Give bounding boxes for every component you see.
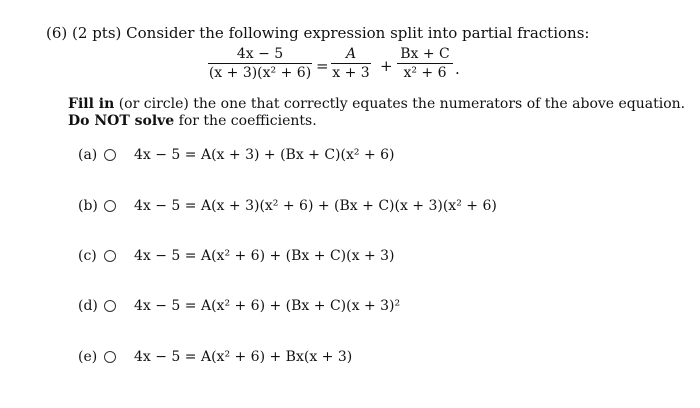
- option-label: (d): [78, 298, 98, 314]
- equals-sign: =: [316, 57, 329, 75]
- plus-sign: +: [380, 57, 393, 75]
- option-text: 4x − 5 = A(x + 3)(x² + 6) + (Bx + C)(x + 3)(x² + 6): [134, 198, 497, 214]
- radio-button[interactable]: [104, 200, 116, 212]
- term1-fraction: [331, 46, 371, 81]
- option-text: 4x − 5 = A(x² + 6) + Bx(x + 3): [134, 349, 353, 365]
- option-label: (c): [78, 248, 97, 264]
- option-label: (a): [78, 147, 98, 163]
- lhs-fraction: [208, 46, 312, 81]
- option-a[interactable]: [78, 147, 395, 163]
- term2-fraction: [397, 46, 453, 81]
- instruction-line-2: [68, 113, 317, 129]
- option-b[interactable]: [78, 198, 497, 214]
- option-text: 4x − 5 = A(x² + 6) + (Bx + C)(x + 3)²: [134, 298, 401, 314]
- instruction-text-2: for the coefficients.: [174, 113, 317, 129]
- radio-button[interactable]: [104, 149, 116, 161]
- option-d[interactable]: [78, 298, 400, 314]
- term2-denominator: x² + 6: [403, 65, 447, 81]
- lhs-numerator: 4x − 5: [236, 46, 284, 62]
- radio-button[interactable]: [104, 351, 116, 363]
- question-number: (6): [46, 24, 68, 42]
- question-header: [46, 24, 589, 42]
- term1-denominator: x + 3: [332, 65, 370, 81]
- option-text: 4x − 5 = A(x + 3) + (Bx + C)(x² + 6): [134, 147, 395, 163]
- period: .: [455, 60, 460, 78]
- instruction-line-1: [68, 96, 685, 112]
- question-prompt: Consider the following expression split into partial fractions:: [126, 24, 590, 42]
- instruction-bold-1: Fill in: [68, 96, 115, 112]
- lhs-denominator: (x + 3)(x² + 6): [208, 65, 312, 81]
- question-points: (2 pts): [72, 24, 122, 42]
- option-e[interactable]: [78, 349, 352, 365]
- option-label: (e): [78, 349, 98, 365]
- term2-numerator: Bx + C: [400, 46, 450, 62]
- instruction-text-1: (or circle) the one that correctly equates the numerators of the above equation.: [114, 96, 686, 112]
- term1-numerator: A: [345, 46, 357, 62]
- radio-button[interactable]: [104, 300, 116, 312]
- radio-button[interactable]: [104, 250, 116, 262]
- option-label: (b): [78, 198, 98, 214]
- instruction-bold-2: Do NOT solve: [68, 113, 175, 129]
- option-c[interactable]: [78, 248, 395, 264]
- option-text: 4x − 5 = A(x² + 6) + (Bx + C)(x + 3): [134, 248, 395, 264]
